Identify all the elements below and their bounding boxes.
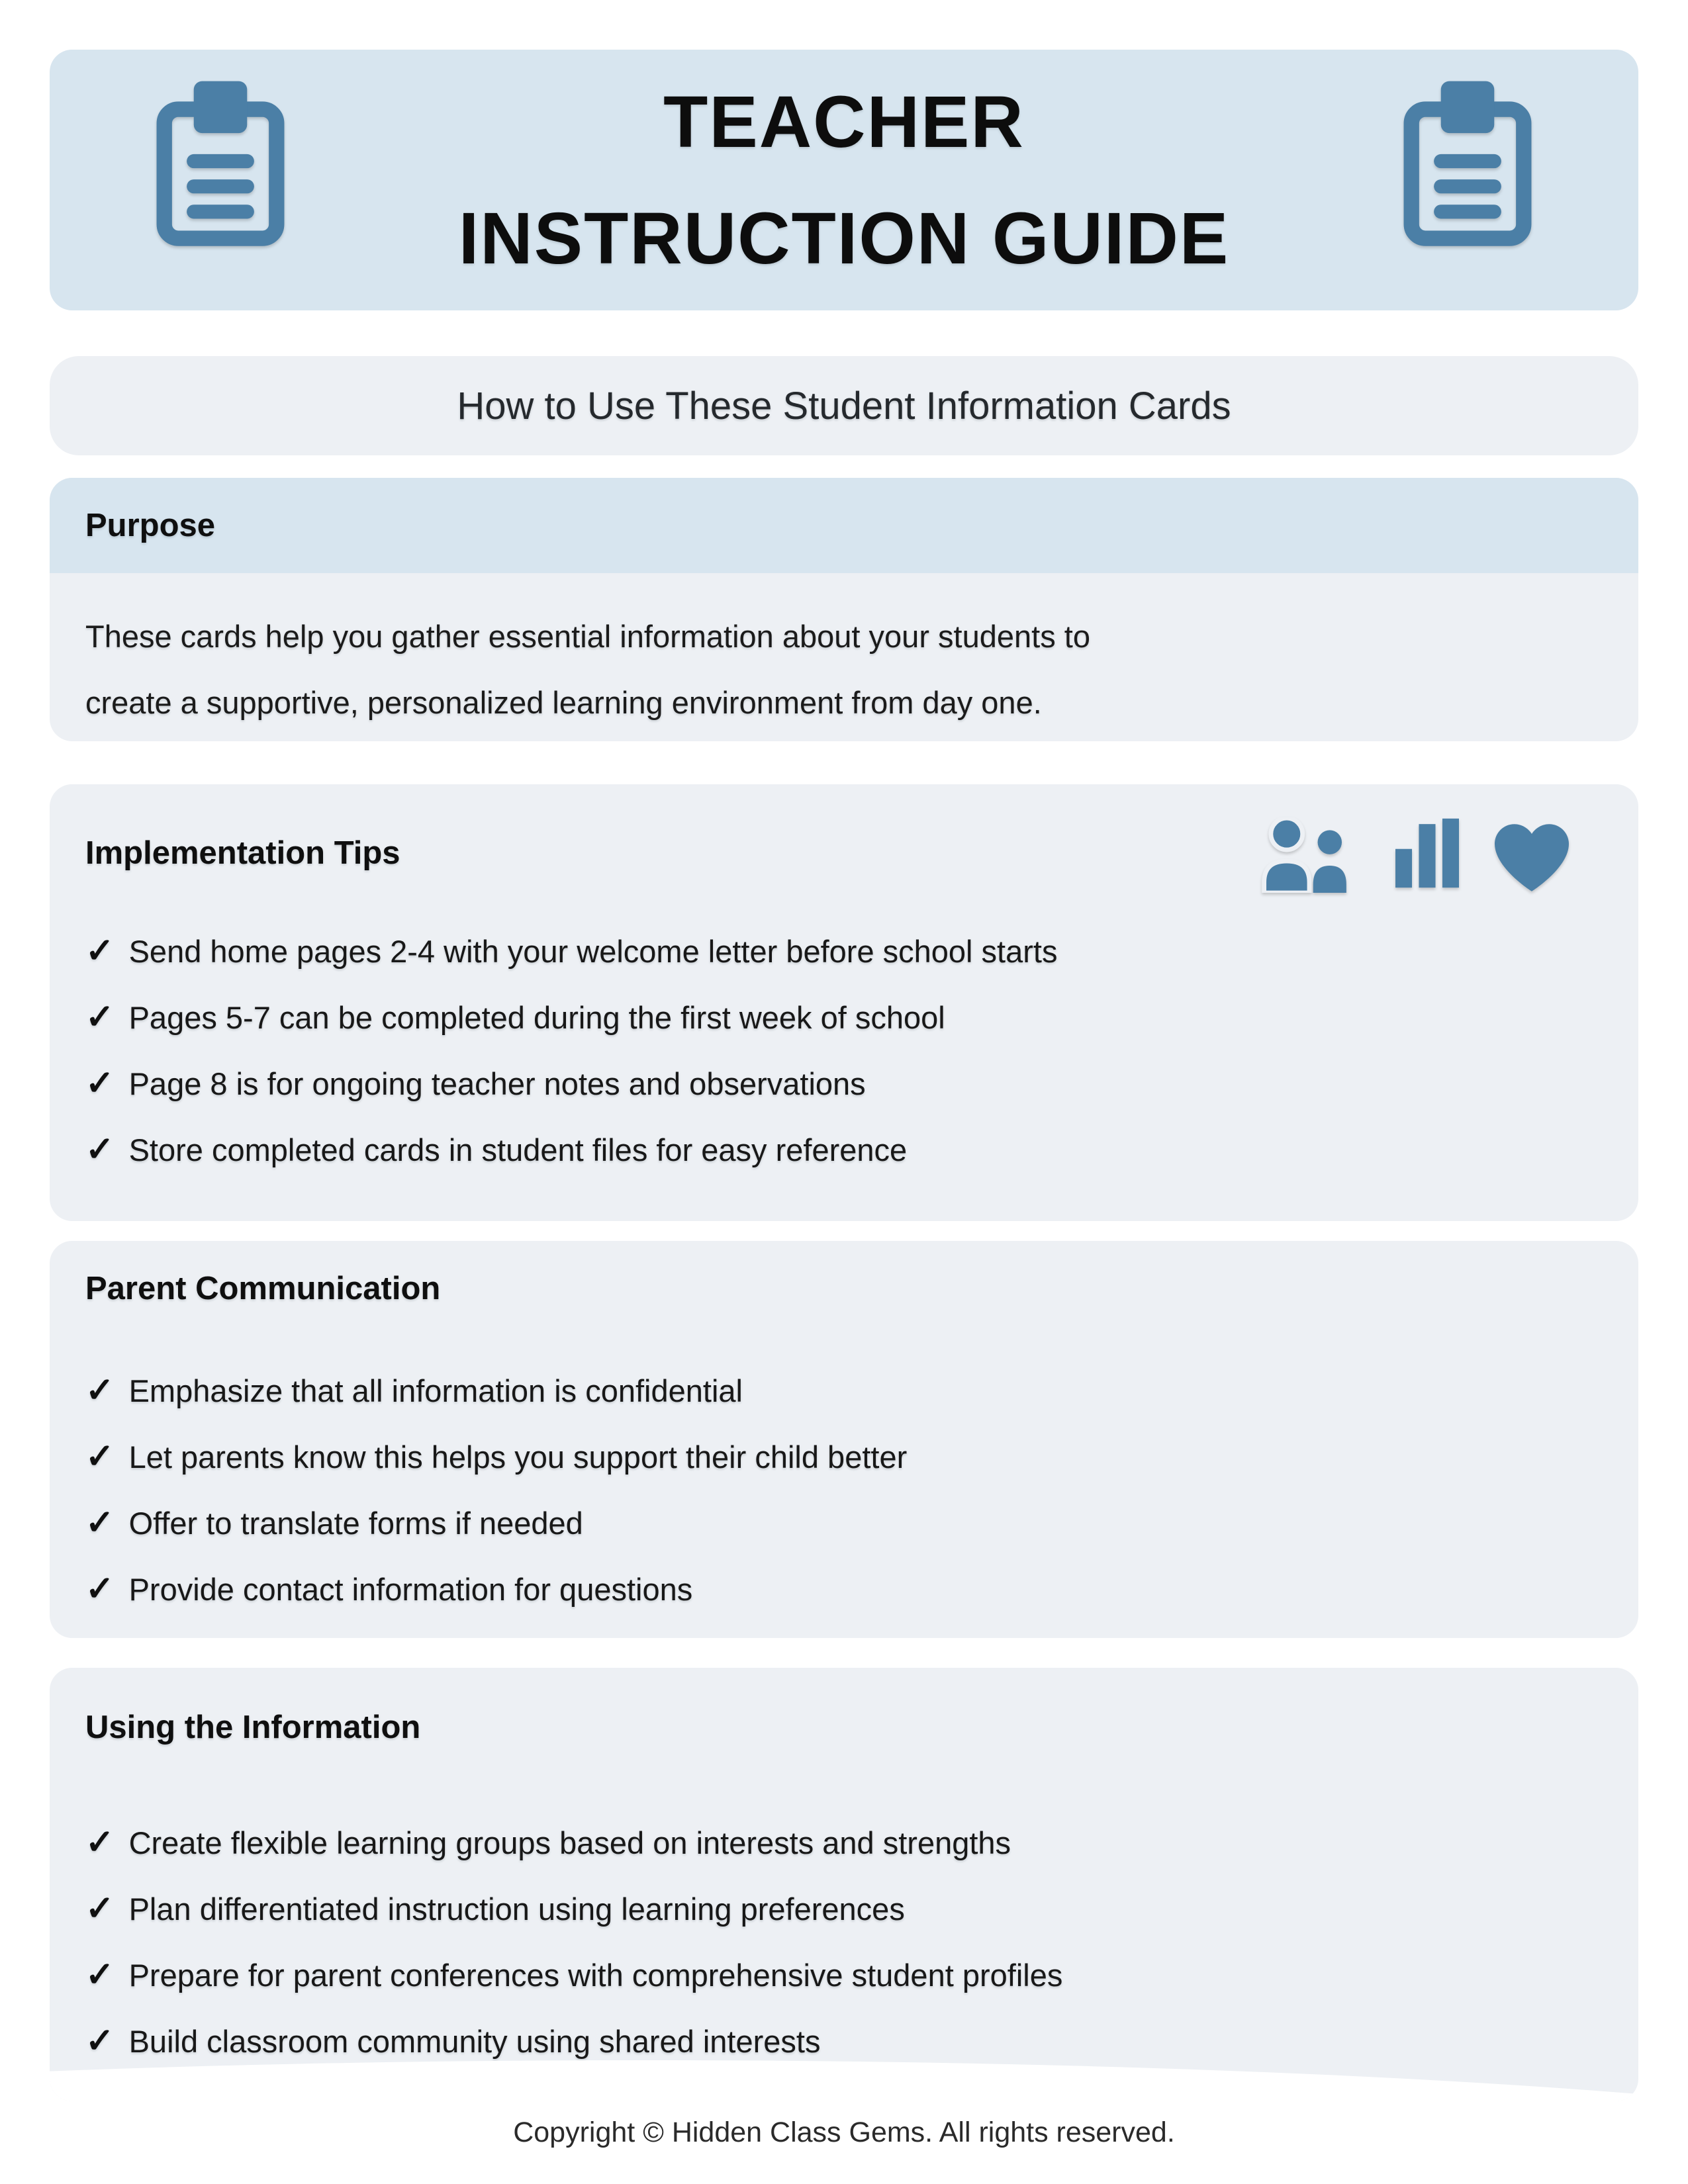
checklist-item xyxy=(85,2021,1603,2061)
checklist-item-text: Let parents know this helps you support their child better xyxy=(128,1439,908,1475)
check-icon: ✓ xyxy=(85,1130,115,1169)
subtitle-text: How to Use These Student Information Cards xyxy=(457,384,1231,428)
check-icon: ✓ xyxy=(85,1437,115,1476)
check-icon: ✓ xyxy=(85,1064,115,1103)
checklist-item-text: Send home pages 2-4 with your welcome letter before school starts xyxy=(128,934,1058,969)
checklist-item xyxy=(85,1064,1603,1103)
tips-checklist xyxy=(50,931,1638,1169)
checklist-item xyxy=(85,1371,1603,1410)
checklist-item-text: Store completed cards in student files for easy reference xyxy=(128,1132,908,1167)
section-purpose xyxy=(50,478,1638,741)
title-line-2: INSTRUCTION GUIDE xyxy=(458,198,1230,279)
checklist-item-text: Page 8 is for ongoing teacher notes and observations xyxy=(128,1066,866,1101)
bar-chart-icon xyxy=(1395,813,1459,893)
parent-head-row xyxy=(50,1241,1638,1307)
checklist-item xyxy=(85,1130,1603,1169)
checklist-item xyxy=(85,1437,1603,1477)
copyright-text: Copyright © Hidden Class Gems. All rights reserved. xyxy=(513,2116,1175,2148)
check-icon: ✓ xyxy=(85,1570,115,1608)
checklist-item-text: Offer to translate forms if needed xyxy=(128,1506,583,1541)
checklist-item-text: Plan differentiated instruction using learning preferences xyxy=(128,1891,905,1927)
check-icon: ✓ xyxy=(85,2022,115,2060)
parent-heading: Parent Communication xyxy=(85,1271,441,1306)
checklist-item-text: Provide contact information for questions xyxy=(128,1572,693,1607)
purpose-text-line-2: create a supportive, personalized learning environment from day one. xyxy=(85,685,1042,720)
check-icon: ✓ xyxy=(85,1504,115,1542)
parent-checklist xyxy=(50,1371,1638,1609)
purpose-heading: Purpose xyxy=(85,508,216,543)
checklist-item-text: Prepare for parent conferences with comprehensive student profiles xyxy=(128,1958,1063,1993)
checklist-item xyxy=(85,1889,1603,1929)
check-icon: ✓ xyxy=(85,1371,115,1410)
tips-icons xyxy=(1259,813,1569,893)
check-icon: ✓ xyxy=(85,1956,115,1994)
purpose-text-line-1: These cards help you gather essential information about your students to xyxy=(85,619,1090,654)
tips-head-row xyxy=(50,784,1638,893)
purpose-body xyxy=(50,573,1638,736)
subtitle-bar xyxy=(50,356,1638,455)
checklist-item xyxy=(85,1569,1603,1609)
checklist-item xyxy=(85,931,1603,971)
decorative-wave xyxy=(50,2060,1638,2101)
title-line-1: TEACHER xyxy=(663,81,1025,163)
tips-heading: Implementation Tips xyxy=(85,835,400,871)
checklist-item xyxy=(85,1823,1603,1862)
using-head-row xyxy=(50,1668,1638,1746)
checklist-item xyxy=(85,997,1603,1037)
people-icon xyxy=(1259,817,1360,893)
checklist-item xyxy=(85,1955,1603,1995)
check-icon: ✓ xyxy=(85,1889,115,1928)
checklist-item-text: Build classroom community using shared interests xyxy=(128,2024,821,2059)
footer xyxy=(0,2116,1688,2149)
section-parent-communication xyxy=(50,1241,1638,1638)
checklist-item-text: Emphasize that all information is confidential xyxy=(128,1373,743,1408)
section-implementation-tips xyxy=(50,784,1638,1221)
clipboard-icon xyxy=(1397,80,1538,253)
section-using-information xyxy=(50,1668,1638,2101)
using-heading: Using the Information xyxy=(85,1709,421,1745)
checklist-item-text: Create flexible learning groups based on interests and strengths xyxy=(128,1825,1011,1860)
purpose-heading-band xyxy=(50,478,1638,573)
checklist-item-text: Pages 5-7 can be completed during the first week of school xyxy=(128,1000,945,1035)
check-icon: ✓ xyxy=(85,998,115,1036)
heart-icon xyxy=(1495,823,1569,893)
using-checklist xyxy=(50,1823,1638,2061)
checklist-item xyxy=(85,1503,1603,1543)
header-band xyxy=(50,50,1638,310)
check-icon: ✓ xyxy=(85,1823,115,1862)
check-icon: ✓ xyxy=(85,932,115,970)
